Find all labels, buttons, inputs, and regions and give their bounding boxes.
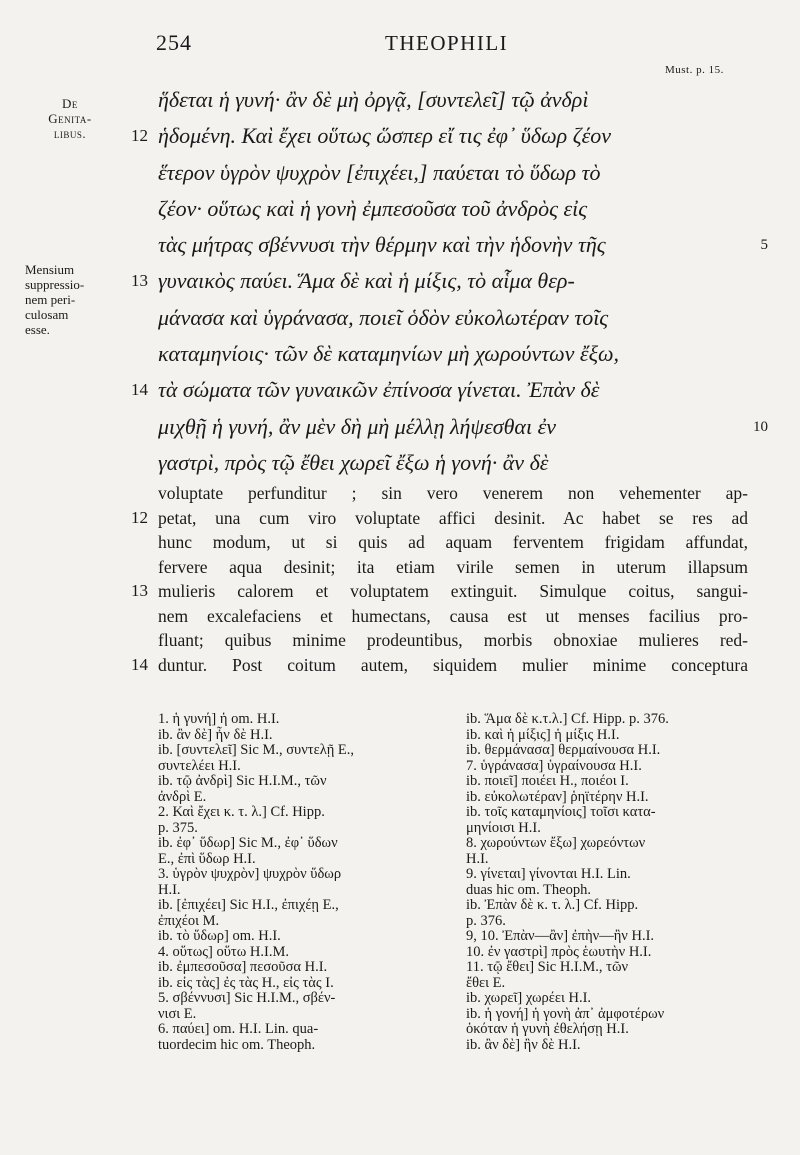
greek-line-text: ἥδεται ἡ γυνή· ἂν δὲ μὴ ὀργᾷ, [συντελεῖ] τῷ ἀνδρὶ [158, 87, 589, 112]
apparatus-note: 9. γίνεται] γίνονται H.I. Lin. [466, 866, 631, 882]
sidenote-line: libus. [53, 126, 87, 141]
apparatus-note: ib. [συντελεῖ] Sic M., συντελῇ E., [158, 742, 355, 758]
apparatus-note: 7. ὑγράνασα] ὑγραίνουσα H.I. [466, 757, 642, 774]
apparatus-note: H.I. [158, 881, 181, 898]
apparatus-note: ὁκόταν ἡ γυνὴ ἐθελήσῃ H.I. [466, 1021, 629, 1037]
latin-line [158, 530, 748, 555]
apparatus-note: ib. τοῖς καταμηνίοις] τοῖσι κατα- [466, 804, 656, 820]
apparatus-note: συντελέει H.I. [158, 757, 241, 774]
sidenote-line: culosam [25, 307, 69, 322]
greek-line [131, 372, 768, 408]
latin-line [158, 628, 748, 653]
line-number: 13 [131, 271, 148, 291]
greek-line [158, 336, 768, 372]
latin-line-text: nem excalefaciens et humectans, causa est ut menses facilius pro- [158, 605, 748, 626]
mustoxides-reference: Must. p. 15. [665, 64, 724, 76]
line-count-marker: 10 [753, 418, 768, 435]
sidenote-topic [25, 96, 115, 141]
latin-line [158, 481, 748, 506]
greek-line [158, 155, 768, 191]
line-number: 12 [131, 507, 148, 527]
greek-line [158, 227, 768, 263]
line-number: 13 [131, 581, 148, 600]
greek-line-text: γυναικὸς παύει. Ἅμα δὲ καὶ ἡ μίξις, τὸ αἷμα θερ- [158, 268, 575, 294]
greek-line-text: γαστρὶ, πρὸς τῷ ἔθει χωρεῖ ἔξω ἡ γονή· ἂν δὲ [158, 449, 549, 475]
apparatus-note: p. 375. [158, 819, 198, 836]
latin-line-text: hunc modum, ut si quis ad aquam ferventem frigidam affundat, [158, 532, 748, 552]
sidenote-line: esse. [25, 322, 50, 337]
apparatus-note: ib. καὶ ἡ μίξις] ἡ μίξις H.I. [466, 726, 620, 743]
apparatus-note: 10. ἐν γαστρὶ] πρὸς ἑωυτὴν H.I. [466, 943, 652, 960]
apparatus-note: ib. χωρεῖ] χωρέει H.I. [466, 990, 592, 1006]
latin-line-text: fluant; quibus minime prodeuntibus, morbis obnoxiae mulieres red- [158, 630, 748, 650]
line-number: 12 [131, 126, 148, 146]
apparatus-note: 8. χωρούντων ἔξω] χωρεόντων [466, 835, 646, 851]
greek-line [158, 300, 768, 336]
sidenote-menses [25, 262, 84, 337]
apparatus-note: ἐπιχέοι M. [158, 912, 220, 929]
apparatus-note: H.I. [466, 850, 489, 867]
greek-line-text: μάνασα καὶ ὑγράνασα, ποιεῖ ὁδὸν εὐκολωτέραν τοῖς [158, 304, 609, 330]
apparatus-note: ib. θερμάνασα] θερμαίνουσα H.I. [466, 742, 661, 758]
latin-line-text: petat, una cum viro voluptate affici desinit. Ac habet se res ad [158, 507, 748, 528]
greek-line [131, 118, 768, 154]
greek-line-text: ζέον· οὕτως καὶ ἡ γονὴ ἐμπεσοῦσα τοῦ ἀνδρὸς εἰς [158, 195, 588, 221]
greek-line-text: ἕτερον ὑγρὸν ψυχρὸν [ἐπιχέει,] παύεται τὸ ὕδωρ τὸ [158, 159, 601, 185]
sidenote-line: De [62, 96, 78, 111]
apparatus-note: 9, 10. Ἐπὰν—ἂν] ἐπὴν—ἢν H.I. [466, 928, 655, 944]
line-number: 14 [131, 380, 148, 400]
line-count-marker: 5 [760, 237, 768, 254]
latin-line [158, 555, 748, 580]
apparatus-note: ib. εἰς τὰς] ἐς τὰς H., εἰς τὰς I. [158, 974, 334, 991]
apparatus-note: ib. ἂν δὲ] ἦν δὲ H.I. [158, 726, 273, 743]
greek-line-text: καταμηνίοις· τῶν δὲ καταμηνίων μὴ χωρούντων ἔξω, [158, 341, 620, 367]
latin-translation-block [131, 481, 748, 677]
latin-line [131, 653, 748, 678]
apparatus-note: 11. τῷ ἔθει] Sic H.I.M., τῶν [466, 959, 629, 975]
greek-line [131, 263, 768, 299]
page-number: 254 [156, 30, 192, 55]
apparatus-note: 5. σβέννυσι] Sic H.I.M., σβέν- [158, 990, 336, 1006]
greek-line-text: ἡδομένη. Καὶ ἔχει οὕτως ὥσπερ εἴ τις ἐφ᾽ ὕδωρ ζέον [158, 123, 612, 149]
apparatus-note: ib. ἂν δὲ] ἢν δὲ H.I. [466, 1036, 581, 1053]
apparatus-note: ib. Ἐπὰν δὲ κ. τ. λ.] Cf. Hipp. [466, 897, 639, 913]
greek-line [158, 409, 768, 445]
apparatus-note: 1. ἡ γυνή] ἡ om. H.I. [158, 711, 280, 727]
apparatus-note: ἔθει E. [466, 974, 506, 991]
sidenote-line: Mensium [25, 262, 75, 277]
apparatus-note: ib. ποιεῖ] ποιέει H., ποιέοι I. [466, 773, 629, 789]
apparatus-note: ib. Ἅμα δὲ κ.τ.λ.] Cf. Hipp. p. 376. [466, 711, 669, 727]
sidenote-line: Genita- [48, 111, 92, 126]
apparatus-note: ib. ἡ γονή] ἡ γονὴ ἀπ᾽ ἀμφοτέρων [466, 1005, 665, 1022]
apparatus-note: ib. εὐκολωτέραν] ῥηϊτέρην H.I. [466, 788, 649, 805]
sidenote-line: suppressio- [25, 277, 85, 292]
apparatus-note: ib. ἐμπεσοῦσα] πεσοῦσα H.I. [158, 959, 328, 975]
latin-line-text: voluptate perfunditur ; sin vero venerem non vehementer ap- [158, 483, 748, 503]
sidenote-line: nem peri- [25, 292, 76, 307]
apparatus-note: tuordecim hic om. Theoph. [158, 1036, 316, 1053]
latin-line [131, 506, 748, 531]
latin-line [131, 579, 748, 604]
line-number: 14 [131, 654, 148, 674]
apparatus-note: ib. [ἐπιχέει] Sic H.I., ἐπιχέῃ E., [158, 897, 339, 913]
latin-line-text: fervere aqua desinit; ita etiam virile semen in uterum illapsum [158, 556, 748, 577]
apparatus-note: 4. οὕτως] οὕτω H.I.M. [158, 943, 289, 960]
latin-line-text: duntur. Post coitum autem, siquidem mulier minime conceptura [158, 654, 748, 675]
apparatus-note: ib. τὸ ὕδωρ] om. H.I. [158, 928, 281, 944]
latin-line [158, 604, 748, 629]
greek-line-text: μιχθῇ ἡ γυνή, ἂν μὲν δὴ μὴ μέλλῃ λήψεσθαι ἐν [158, 413, 557, 439]
greek-line [158, 191, 768, 227]
greek-line [158, 82, 768, 118]
apparatus-right-column [466, 712, 766, 1053]
apparatus-note: p. 376. [466, 912, 506, 929]
apparatus-left-column [158, 712, 468, 1053]
apparatus-note: 3. ὑγρὸν ψυχρὸν] ψυχρὸν ὕδωρ [158, 866, 342, 882]
latin-line-text: mulieris calorem et voluptatem extinguit. Simulque coitus, sangui- [158, 581, 748, 601]
apparatus-note: ib. ἐφ᾽ ὕδωρ] Sic M., ἐφ᾽ ὕδων [158, 835, 338, 851]
apparatus-note: ib. τῷ ἀνδρὶ] Sic H.I.M., τῶν [158, 773, 327, 789]
greek-line-text: τὰ σώματα τῶν γυναικῶν ἐπίνοσα γίνεται. Ἐπὰν δὲ [158, 377, 600, 403]
apparatus-note: duas hic om. Theoph. [466, 881, 591, 898]
apparatus-note: 2. Καὶ ἔχει κ. τ. λ.] Cf. Hipp. [158, 804, 325, 820]
apparatus-note: μηνίοισι H.I. [466, 819, 541, 836]
apparatus-note: ἀνδρὶ E. [158, 788, 207, 805]
apparatus-note: 6. παύει] om. H.I. Lin. qua- [158, 1021, 319, 1037]
apparatus-note: νισι E. [158, 1005, 197, 1022]
running-title: THEOPHILI [385, 31, 509, 55]
greek-text-block [131, 82, 768, 481]
greek-line [158, 445, 768, 481]
apparatus-note: E., ἐπὶ ὕδωρ H.I. [158, 850, 256, 867]
greek-line-text: τὰς μήτρας σβέννυσι τὴν θέρμην καὶ τὴν ἡδονὴν τῆς [158, 232, 606, 258]
